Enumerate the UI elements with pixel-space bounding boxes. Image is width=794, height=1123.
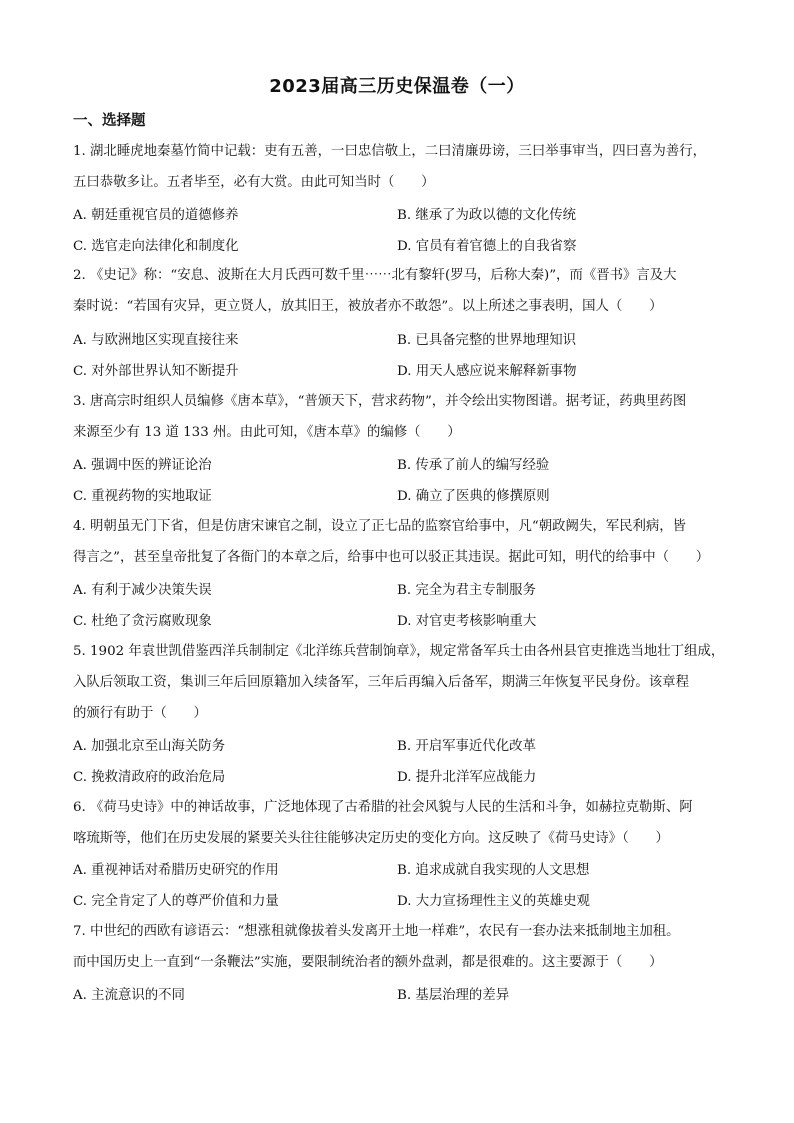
option-a: A. 主流意识的不同 bbox=[73, 988, 185, 1003]
option-c: C. 选官走向法律化和制度化 bbox=[73, 239, 239, 254]
option-a: A. 与欧洲地区实现直接往来 bbox=[73, 333, 239, 348]
option-c: C. 挽救清政府的政治危局 bbox=[73, 770, 226, 785]
question-3 bbox=[73, 386, 723, 448]
question-line: 2. 《史记》称：“安息、波斯在大月氏西可数千里⋯⋯北有黎轩(罗马，后称大秦)”，而《晋书》言及大 bbox=[73, 268, 677, 283]
option-b: B. 开启军事近代化改革 bbox=[397, 739, 536, 754]
question-1 bbox=[73, 136, 723, 198]
question-line: 而中国历史上一直到“一条鞭法”实施，要限制统治者的额外盘剥，都是很难的。这主要源于（ ） bbox=[73, 955, 663, 970]
question-line: 入队后领取工资，集训三年后回原籍加入续备军，三年后再编入后备军，期满三年恢复平民身份。该章程 bbox=[73, 675, 689, 690]
question-line: 1. 湖北睡虎地秦墓竹简中记载：吏有五善，一曰忠信敬上，二曰清廉毋谤，三曰举事审当，四曰喜为善行， bbox=[73, 144, 706, 159]
option-d: D. 提升北洋军应战能力 bbox=[397, 770, 537, 785]
option-d: D. 官员有着官德上的自我省察 bbox=[397, 239, 577, 254]
option-a: A. 重视神话对希腊历史研究的作用 bbox=[73, 863, 279, 878]
question-line: 4. 明朝虽无门下省，但是仿唐宋谏官之制，设立了正七品的监察官给事中，凡“朝政阙失，军民利病，皆 bbox=[73, 519, 687, 534]
option-a: A. 强调中医的辨证论治 bbox=[73, 458, 212, 473]
page-title: 2023届高三历史保温卷（一） bbox=[269, 76, 525, 97]
option-b: B. 传承了前人的编写经验 bbox=[397, 458, 550, 473]
option-b: B. 完全为君主专制服务 bbox=[397, 583, 536, 598]
option-a: A. 朝廷重视官员的道德修养 bbox=[73, 208, 239, 223]
question-5 bbox=[73, 636, 723, 729]
question-line: 喀琉斯等，他们在历史发展的紧要关头往往能够决定历史的变化方向。这反映了《荷马史诗》（ ） bbox=[73, 831, 669, 846]
question-4 bbox=[73, 511, 723, 573]
question-line: 得言之”，甚至皇帝批复了各衙门的本章之后，给事中也可以驳正其违误。据此可知，明代的给事中（ ） bbox=[73, 550, 710, 565]
question-line: 3. 唐高宗时组织人员编修《唐本草》，“普颁天下，营求药物”，并令绘出实物图谱。据考证，药典里药图 bbox=[73, 394, 687, 409]
question-6 bbox=[73, 792, 723, 854]
question-line: 秦时说：“若国有灾异，更立贤人，放其旧王，被放者亦不敢怨”。以上所述之事表明，国人（ ） bbox=[73, 299, 663, 314]
option-c: C. 杜绝了贪污腐败现象 bbox=[73, 614, 212, 629]
option-d: D. 大力宣扬理性主义的英雄史观 bbox=[397, 894, 590, 909]
option-a: A. 加强北京至山海关防务 bbox=[73, 739, 226, 754]
section-heading: 一、选择题 bbox=[73, 113, 146, 129]
option-b: B. 追求成就自我实现的人文思想 bbox=[397, 863, 590, 878]
option-c: C. 完全肯定了人的尊严价值和力量 bbox=[73, 894, 279, 909]
option-d: D. 对官吏考核影响重大 bbox=[397, 614, 537, 629]
question-line: 5. 1902 年袁世凯借鉴西洋兵制制定《北洋练兵营制饷章》，规定常备军兵士由各州县官吏推选当地壮丁组成， bbox=[73, 644, 725, 659]
question-line: 来源至少有 13 道 133 州。由此可知，《唐本草》的编修（ ） bbox=[73, 425, 461, 440]
question-line: 的颁行有助于（ ） bbox=[73, 706, 207, 721]
option-b: B. 继承了为政以德的文化传统 bbox=[397, 208, 577, 223]
question-line: 6. 《荷马史诗》中的神话故事，广泛地体现了古希腊的社会风貌与人民的生活和斗争，如赫拉克勒斯、阿 bbox=[73, 800, 693, 815]
option-c: C. 重视药物的实地取证 bbox=[73, 489, 212, 504]
option-d: D. 用天人感应说来解释新事物 bbox=[397, 364, 577, 379]
option-a: A. 有利于减少决策失误 bbox=[73, 583, 212, 598]
question-7 bbox=[73, 916, 723, 978]
question-line: 五曰恭敬多让。五者毕至，必有大赏。由此可知当时（ ） bbox=[73, 175, 435, 190]
option-c: C. 对外部世界认知不断提升 bbox=[73, 364, 239, 379]
option-b: B. 基层治理的差异 bbox=[397, 988, 510, 1003]
question-2 bbox=[73, 260, 723, 322]
option-d: D. 确立了医典的修撰原则 bbox=[397, 489, 550, 504]
option-b: B. 已具备完整的世界地理知识 bbox=[397, 333, 577, 348]
question-line: 7. 中世纪的西欧有谚语云：“想涨租就像拔着头发离开土地一样难”，农民有一套办法来抵制地主加租。 bbox=[73, 924, 680, 939]
